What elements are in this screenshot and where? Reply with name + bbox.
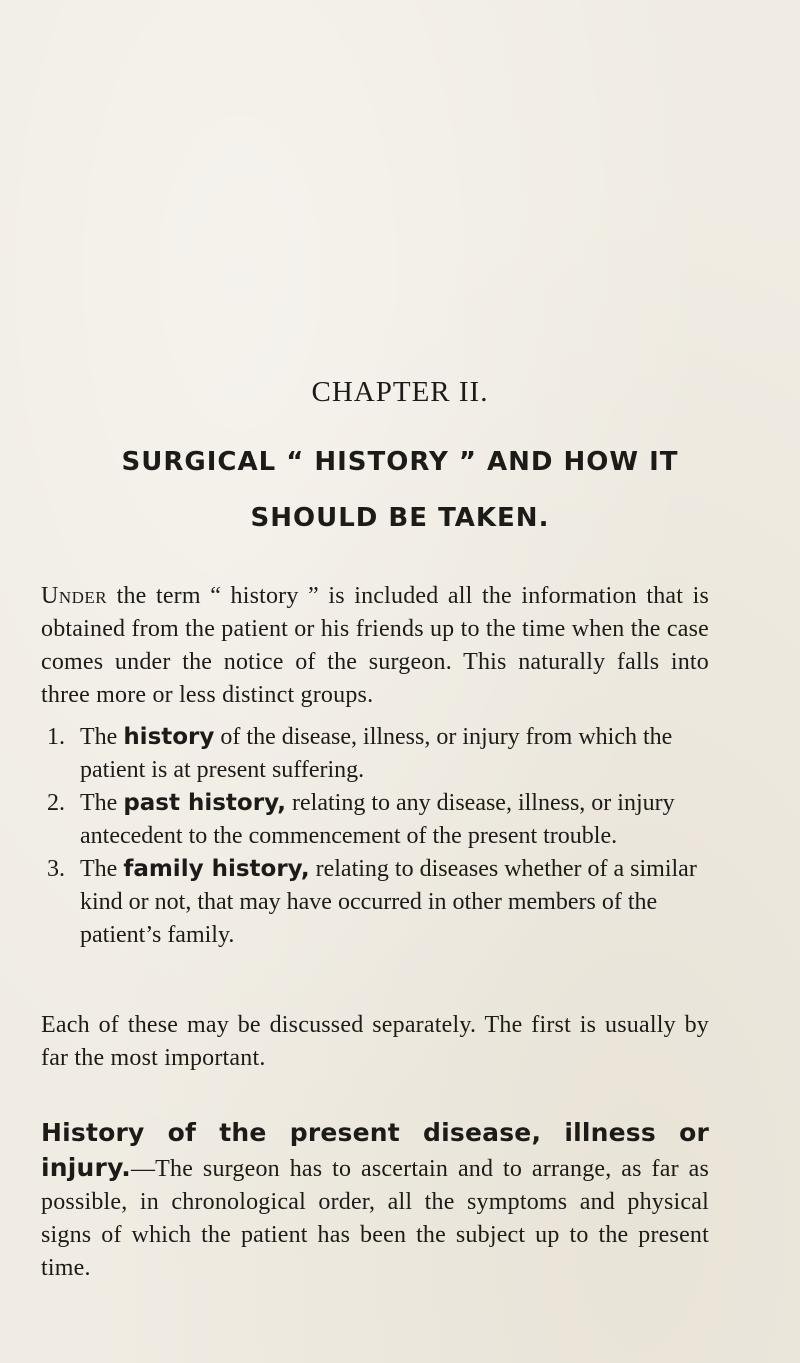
- section-heading: History of the present disease, illness or injury.: [41, 1118, 709, 1182]
- list-item-term: past history,: [123, 790, 287, 816]
- section-text: —The surgeon has to ascertain and to arrange, as far as possible, in chronological order, all the symptoms and physical signs of which the patient has been the subject up to the present time.: [41, 1156, 709, 1281]
- chapter-heading: CHAPTER II.: [311, 376, 489, 408]
- list-item-term: history: [123, 724, 215, 750]
- chapter-title-line-2: SHOULD BE TAKEN.: [250, 503, 550, 533]
- section-paragraph: [41, 1116, 709, 1285]
- intro-text: the term “ history ” is included all the information that is obtained from the patient or his friends up to the time when the case comes under the notice of the surgeon. This naturally falls into three more or less distinct groups.: [41, 583, 709, 708]
- list-item: [41, 787, 709, 853]
- list-item: [41, 853, 709, 952]
- list-item-text: relating to diseases whether of a similar kind or not, that may have occurred in other members of the patient’s family.: [80, 856, 697, 948]
- chapter-title: [40, 434, 760, 546]
- list-item-text: of the disease, illness, or injury from which the patient is at present suffering.: [80, 724, 673, 783]
- list-item: [41, 721, 709, 787]
- list-item-number: 1.: [47, 724, 65, 750]
- intro-lead-word: Under: [41, 583, 108, 609]
- list-item-pre: The: [80, 724, 124, 750]
- list-item-number: 2.: [47, 790, 65, 816]
- list-item-pre: The: [80, 856, 124, 882]
- list-item-number: 3.: [47, 856, 65, 882]
- list-item-term: family history,: [123, 856, 310, 882]
- list-item-text: relating to any disease, illness, or injury antecedent to the commencement of the present trouble.: [80, 790, 675, 849]
- chapter-title-line-1: SURGICAL “ HISTORY ” AND HOW IT: [121, 447, 679, 477]
- history-groups-list: [41, 721, 709, 952]
- list-item-pre: The: [80, 790, 124, 816]
- summary-paragraph: Each of these may be discussed separately. The first is usually by far the most important.: [41, 1012, 709, 1071]
- intro-paragraph: [41, 580, 709, 712]
